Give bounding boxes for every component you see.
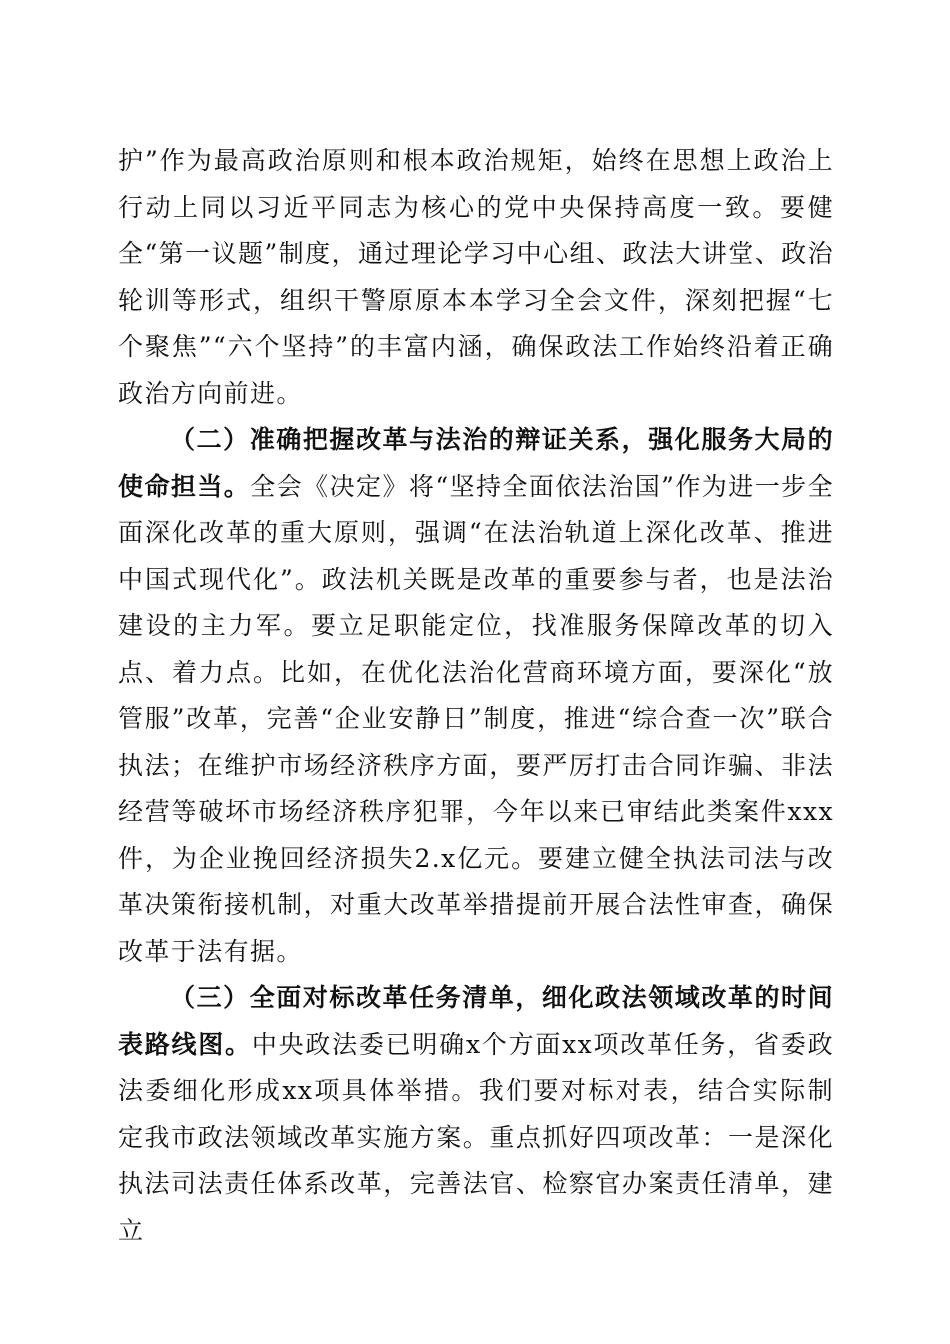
section-heading: （三）全面对标改革任务清单，细化政法领域改革的时间表路线图。 [118,983,834,1059]
paragraph-section-3 [118,975,834,1254]
paragraph-continued [118,138,834,417]
paragraph-text: 全会《决定》将“坚持全面依法治国”作为进一步全面深化改革的重大原则，强调“在法治轨道上深化改革、推进中国式现代化”。政法机关既是改革的重要参与者，也是法治建设的主力军。要立足职能定位，找准服务保障改革的切入点、着力点。比如，在优化法治化营商环境方面，要深化“放管服”改革，完善“企业安静日”制度，推进“综合查一次”联合执法；在维护市场经济秩序方面，要严厉打击合同诈骗、非法经营等破坏市场经济秩序犯罪，今年以来已审结此类案件xxx件，为企业挽回经济损失2.x亿元。要建立健全执法司法与改革决策衔接机制，对重大改革举措提前开展合法性审查，确保改革于法有据。 [118,471,834,966]
section-heading: （二）准确把握改革与法治的辩证关系，强化服务大局的使命担当。 [118,425,834,501]
paragraph-section-2 [118,417,834,975]
document-body [118,138,834,1254]
paragraph-text: 护”作为最高政治原则和根本政治规矩，始终在思想上政治上行动上同以习近平同志为核心的党中央保持高度一致。要健全“第一议题”制度，通过理论学习中心组、政法大讲堂、政治轮训等形式，组织干警原原本本学习全会文件，深刻把握“七个聚焦”“六个坚持”的丰富内涵，确保政法工作始终沿着正确政治方向前进。 [118,146,834,408]
paragraph-text: 中央政法委已明确x个方面xx项改革任务，省委政法委细化形成xx项具体举措。我们要对标对表，结合实际制定我市政法领域改革实施方案。重点抓好四项改革：一是深化执法司法责任体系改革，完善法官、检察官办案责任清单，建立 [118,1029,834,1245]
